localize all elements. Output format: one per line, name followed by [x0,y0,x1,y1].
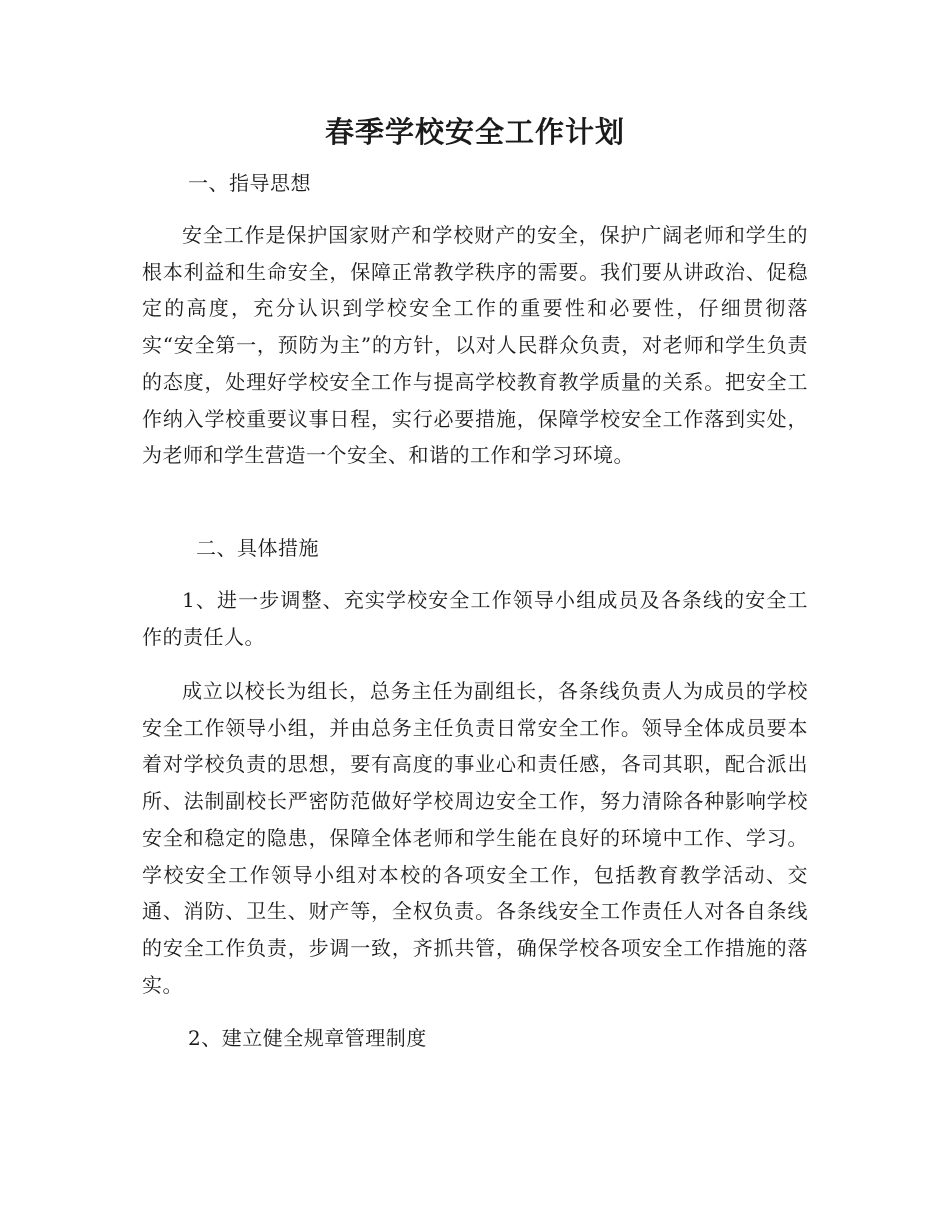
document-title: 春季学校安全工作计划 [324,115,625,149]
paragraph-guiding-ideology: 安全工作是保护国家财产和学校财产的安全，保护广阔老师和学生的根本利益和生命安全，保障正常教学秩序的需要。我们要从讲政治、促稳定的高度，充分认识到学校安全工作的重要性和必要性，仔细贯彻落实“安全第一，预防为主”的方针，以对人民群众负责，对老师和学生负责的态度，处理好学校安全工作与提高学校教育教学质量的关系。把安全工作纳入学校重要议事日程，实行必要措施，保障学校安全工作落到实处，为老师和学生营造一个安全、和谐的工作和学习环境。 [142,223,808,468]
section-heading-guiding-ideology: 一、指导思想 [188,171,311,195]
item-heading-rules-system: 2、建立健全规章管理制度 [188,1026,427,1050]
paragraph-leadership-group: 成立以校长为组长，总务主任为副组长，各条线负责人为成员的学校安全工作领导小组，并由总务主任负责日常安全工作。领导全体成员要本着对学校负责的思想，要有高度的事业心和责任感，各司其职，配合派出所、法制副校长严密防范做好学校周边安全工作，努力清除各种影响学校安全和稳定的隐患，保障全体老师和学生能在良好的环境中工作、学习。学校安全工作领导小组对本校的各项安全工作，包括教育教学活动、交通、消防、卫生、财产等，全权负责。各条线安全工作责任人对各自条线的安全工作负责，步调一致，齐抓共管，确保学校各项安全工作措施的落实。 [142,679,808,997]
item-heading-leadership-group: 1、进一步调整、充实学校安全工作领导小组成员及各条线的安全工作的责任人。 [142,588,808,649]
section-heading-specific-measures: 二、具体措施 [196,536,319,560]
